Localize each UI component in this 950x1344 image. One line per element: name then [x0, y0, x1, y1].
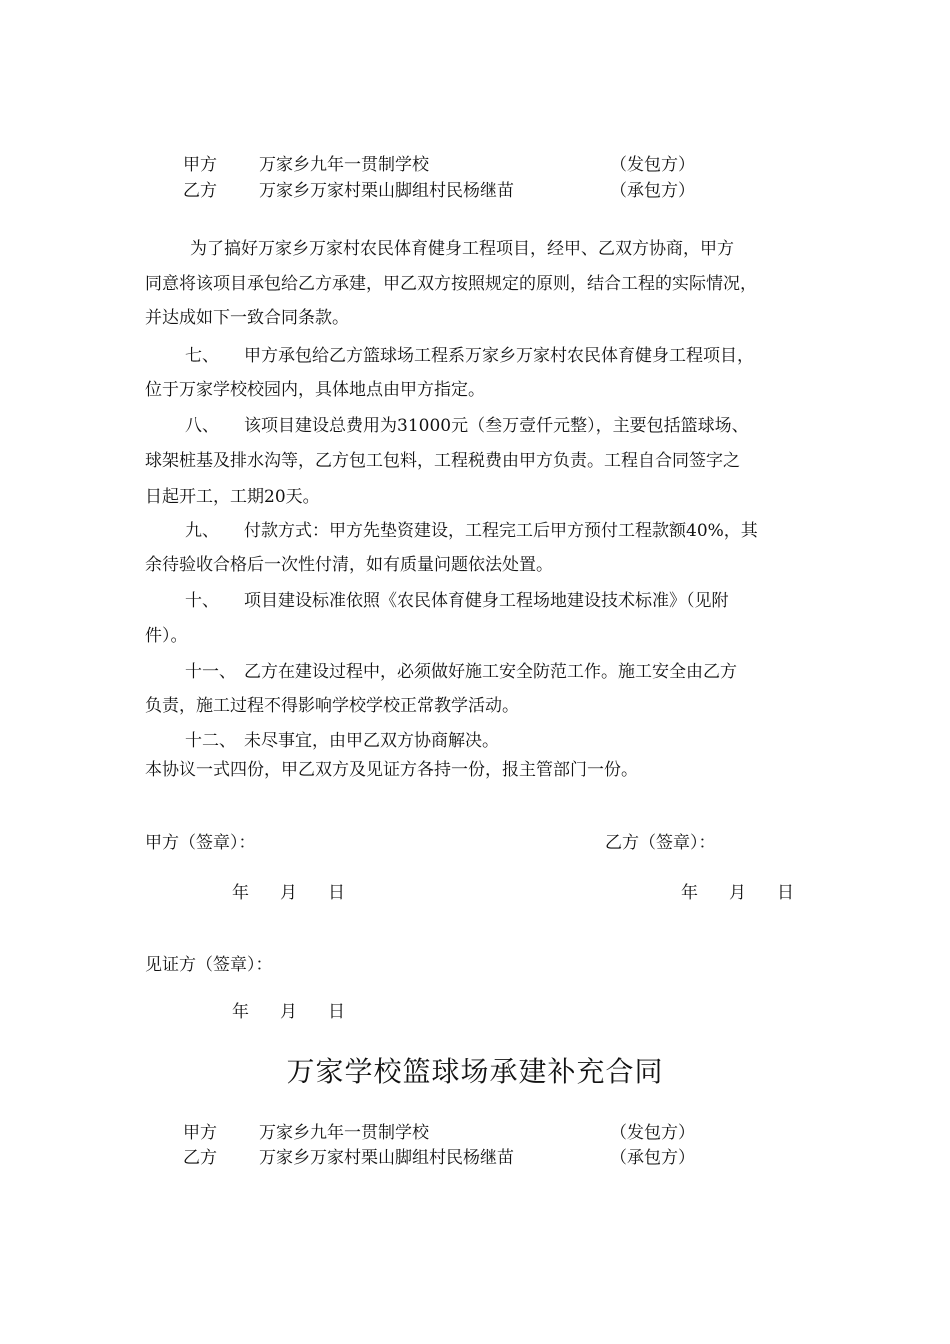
party-a-signature-label: 甲方（签章）： [145, 833, 256, 853]
clause-number: 八、 [185, 416, 219, 436]
clause-line: 球架桩基及排水沟等，乙方包工包料，工程税费由甲方负责。工程自合同签字之 [145, 451, 740, 471]
clause-line: 未尽事宜，由甲乙双方协商解决。 [244, 731, 499, 751]
clause-number: 十、 [185, 591, 219, 611]
date-month: 月 [280, 1002, 297, 1022]
date-month: 月 [280, 883, 297, 903]
date-year: 年 [232, 883, 249, 903]
clause-line: 负责，施工过程不得影响学校学校正常教学活动。 [145, 696, 519, 716]
clause-line: 位于万家学校校园内，具体地点由甲方指定。 [145, 380, 485, 400]
date-day: 日 [777, 883, 794, 903]
date-day: 日 [328, 1002, 345, 1022]
date-day: 日 [328, 883, 345, 903]
clause-line: 件）。 [145, 626, 188, 646]
clause-line: 乙方在建设过程中，必须做好施工安全防范工作。施工安全由乙方 [244, 662, 737, 682]
clause-line: 甲方承包给乙方篮球场工程系万家乡万家村农民体育健身工程项目， [244, 346, 754, 366]
clause-line: 日起开工，工期20天。 [145, 487, 320, 507]
party-b-signature-label: 乙方（签章）： [605, 833, 716, 853]
party-b-role: （承包方） [610, 181, 695, 201]
intro-line: 为了搞好万家乡万家村农民体育健身工程项目，经甲、乙双方协商，甲方 [190, 239, 734, 259]
intro-line: 并达成如下一致合同条款。 [145, 308, 349, 328]
supplementary-contract-title: 万家学校篮球场承建补充合同 [286, 1055, 664, 1088]
closing-text: 本协议一式四份，甲乙双方及见证方各持一份，报主管部门一份。 [145, 760, 638, 780]
party-b-role: （承包方） [610, 1148, 695, 1168]
party-b-name: 万家乡万家村栗山脚组村民杨继苗 [259, 1148, 514, 1168]
clause-line: 付款方式：甲方先垫资建设，工程完工后甲方预付工程款额40%，其 [244, 521, 758, 541]
clause-number: 十一、 [185, 662, 236, 682]
date-year: 年 [681, 883, 698, 903]
clause-line: 项目建设标准依照《农民体育健身工程场地建设技术标准》（见附 [244, 591, 729, 611]
party-a-label: 甲方 [183, 155, 217, 175]
party-b-name: 万家乡万家村栗山脚组村民杨继苗 [259, 181, 514, 201]
party-a-label: 甲方 [183, 1123, 217, 1143]
intro-line: 同意将该项目承包给乙方承建，甲乙双方按照规定的原则，结合工程的实际情况， [145, 274, 757, 294]
party-a-name: 万家乡九年一贯制学校 [259, 155, 429, 175]
party-a-role: （发包方） [610, 1123, 695, 1143]
clause-number: 十二、 [185, 731, 236, 751]
clause-line: 余待验收合格后一次性付清，如有质量问题依法处置。 [145, 555, 553, 575]
date-year: 年 [232, 1002, 249, 1022]
witness-signature-label: 见证方（签章）： [145, 955, 273, 975]
party-b-label: 乙方 [183, 181, 217, 201]
clause-line: 该项目建设总费用为31000元（叁万壹仟元整），主要包括篮球场、 [244, 416, 749, 436]
date-month: 月 [729, 883, 746, 903]
party-a-name: 万家乡九年一贯制学校 [259, 1123, 429, 1143]
clause-number: 九、 [185, 521, 219, 541]
clause-number: 七、 [185, 346, 219, 366]
party-a-role: （发包方） [610, 155, 695, 175]
party-b-label: 乙方 [183, 1148, 217, 1168]
